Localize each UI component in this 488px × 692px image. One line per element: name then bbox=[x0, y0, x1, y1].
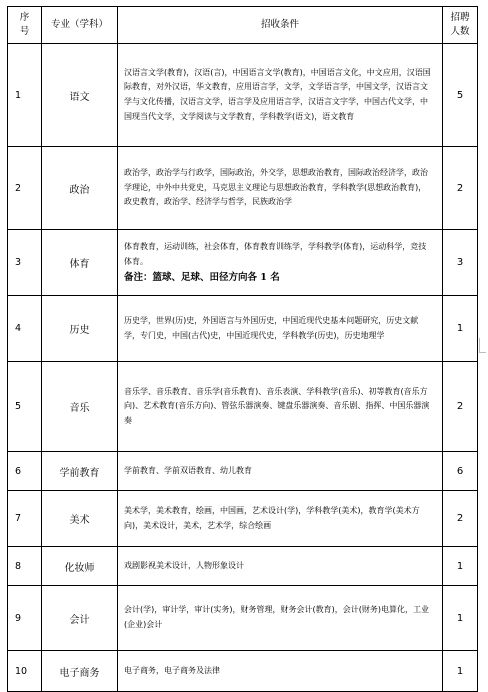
row-count-text: 1 bbox=[456, 665, 464, 677]
row-major bbox=[42, 147, 118, 230]
header-no-line1: 序 bbox=[19, 12, 30, 23]
row-number bbox=[8, 586, 42, 651]
row-count bbox=[443, 547, 478, 586]
row-conditions bbox=[118, 586, 443, 651]
row-count bbox=[443, 230, 478, 296]
row-major-text: 化妆师 bbox=[64, 562, 95, 574]
row-number bbox=[8, 452, 42, 491]
row-conditions-text: 体育教育，运动训练，社会体育，体育教育训练学，学科教学(体育)，运动科学，竞技体育。 bbox=[124, 242, 427, 266]
table-row bbox=[8, 491, 478, 547]
row-major bbox=[42, 230, 118, 296]
table-row bbox=[8, 296, 478, 362]
row-count-text: 2 bbox=[456, 513, 464, 524]
row-conditions bbox=[118, 230, 443, 296]
row-conditions bbox=[118, 547, 443, 586]
row-conditions-text: 音乐学、音乐教育、音乐学(音乐教育)、音乐表演、学科教学(音乐)、初等教育(音乐方向)、艺术教育(音乐方向)、管弦乐器演奏、键盘乐器演奏、音乐剧、指挥、中国乐器演奏 bbox=[124, 386, 430, 425]
table-row bbox=[8, 547, 478, 586]
table-header-row bbox=[8, 7, 478, 44]
row-number-text: 9 bbox=[15, 612, 22, 624]
row-number bbox=[8, 491, 42, 547]
row-number-text: 5 bbox=[15, 401, 22, 412]
row-number-text: 10 bbox=[15, 665, 28, 677]
row-major-text: 会计 bbox=[69, 614, 90, 626]
table-row bbox=[8, 147, 478, 230]
row-count-text: 1 bbox=[456, 560, 464, 572]
row-count-text: 3 bbox=[456, 257, 464, 268]
row-major-text: 政治 bbox=[69, 184, 90, 196]
header-no-line2: 号 bbox=[19, 26, 30, 37]
header-no bbox=[8, 7, 42, 44]
row-note: 备注：篮球、足球、田径方向各 1 名 bbox=[124, 271, 280, 283]
row-major bbox=[42, 44, 118, 147]
row-major-text: 音乐 bbox=[69, 403, 90, 414]
row-conditions bbox=[118, 362, 443, 452]
row-count bbox=[443, 44, 478, 147]
row-conditions bbox=[118, 296, 443, 362]
table-row bbox=[8, 586, 478, 651]
row-count bbox=[443, 147, 478, 230]
row-number-text: 4 bbox=[15, 323, 22, 334]
row-major bbox=[42, 491, 118, 547]
table-row bbox=[8, 44, 478, 147]
header-count-line2: 人数 bbox=[450, 26, 470, 37]
row-major-text: 历史 bbox=[69, 325, 90, 336]
row-count-text: 2 bbox=[456, 401, 464, 412]
row-major bbox=[42, 651, 118, 692]
row-number bbox=[8, 44, 42, 147]
row-conditions bbox=[118, 147, 443, 230]
row-count-text: 5 bbox=[456, 89, 464, 101]
row-count bbox=[443, 491, 478, 547]
row-conditions bbox=[118, 651, 443, 692]
row-major bbox=[42, 362, 118, 452]
row-count bbox=[443, 362, 478, 452]
row-count-text: 2 bbox=[456, 182, 464, 194]
row-major-text: 电子商务 bbox=[59, 667, 100, 679]
row-major-text: 体育 bbox=[69, 259, 90, 270]
row-number-text: 6 bbox=[15, 465, 22, 477]
header-major: 专业（学科） bbox=[42, 7, 118, 44]
header-count-line1: 招聘 bbox=[450, 12, 470, 23]
row-number-text: 8 bbox=[15, 560, 22, 572]
row-major bbox=[42, 296, 118, 362]
row-conditions-text: 历史学，世界(历)史，外国语言与外国历史，中国近现代史基本问题研究，历史文献学，专门史，中国(古代)史，中国近现代史，学科教学(历史)，历史地理学 bbox=[124, 315, 419, 340]
edge-mark bbox=[479, 338, 486, 353]
table-row bbox=[8, 651, 478, 692]
row-count bbox=[443, 651, 478, 692]
row-count-text: 1 bbox=[456, 612, 464, 624]
row-number bbox=[8, 547, 42, 586]
row-number-text: 7 bbox=[15, 513, 22, 524]
row-conditions bbox=[118, 452, 443, 491]
header-conditions: 招收条件 bbox=[118, 7, 443, 44]
row-number bbox=[8, 362, 42, 452]
row-conditions-text: 电子商务，电子商务及法律 bbox=[124, 665, 220, 675]
row-count-text: 6 bbox=[456, 465, 464, 477]
row-conditions-text: 政治学，政治学与行政学，国际政治，外交学，思想政治教育，国际政治经济学，政治学理论，中外中共党史，马克思主义理论与思想政治教育，学科教学(思想政治教育)，政史教育，政治学、经济学与哲学，民族政治学 bbox=[124, 168, 428, 207]
row-number-text: 2 bbox=[15, 182, 22, 194]
row-major bbox=[42, 547, 118, 586]
row-conditions-text: 汉语言文学(教育)，汉语(言)，中国语言文学(教育)，中国语言文化，中文应用，汉语国际教育，对外汉语，华文教育，应用语言学，文学，文学语言学，中国文学，汉语言文学与文化传播，汉语言文学，语言学及应用语言学，汉语言文字学，中国古代文学，中国现当代文学，文学阅读与文学教育，学科教学(语文)，语文教育 bbox=[124, 67, 431, 121]
row-number-text: 3 bbox=[15, 257, 22, 268]
header-count bbox=[443, 7, 478, 44]
row-number bbox=[8, 296, 42, 362]
row-major bbox=[42, 586, 118, 651]
table-row bbox=[8, 452, 478, 491]
row-conditions bbox=[118, 491, 443, 547]
row-major-text: 美术 bbox=[69, 515, 90, 526]
row-number-text: 1 bbox=[15, 89, 22, 101]
row-number bbox=[8, 651, 42, 692]
row-count bbox=[443, 452, 478, 491]
row-count bbox=[443, 586, 478, 651]
table-row bbox=[8, 230, 478, 296]
row-conditions-text: 戏剧影视美术设计，人物形象设计 bbox=[124, 560, 244, 570]
recruitment-table bbox=[7, 6, 478, 692]
table-row bbox=[8, 362, 478, 452]
row-conditions-text: 学前教育、学前双语教育、幼儿教育 bbox=[124, 465, 252, 475]
row-conditions-text: 会计(学)，审计学，审计(实务)，财务管理，财务会计(教育)，会计(财务)电算化，工业(企业)会计 bbox=[124, 605, 429, 629]
row-number bbox=[8, 147, 42, 230]
row-number bbox=[8, 230, 42, 296]
row-conditions bbox=[118, 44, 443, 147]
row-conditions-text: 美术学，美术教育，绘画，中国画，艺术设计(学)，学科教学(美术)，教育学(美术方向)，美术设计，美术，艺术学，综合绘画 bbox=[124, 505, 420, 530]
row-major-text: 语文 bbox=[69, 91, 90, 103]
row-count-text: 1 bbox=[456, 323, 464, 334]
row-major bbox=[42, 452, 118, 491]
row-count bbox=[443, 296, 478, 362]
row-major-text: 学前教育 bbox=[59, 467, 100, 479]
